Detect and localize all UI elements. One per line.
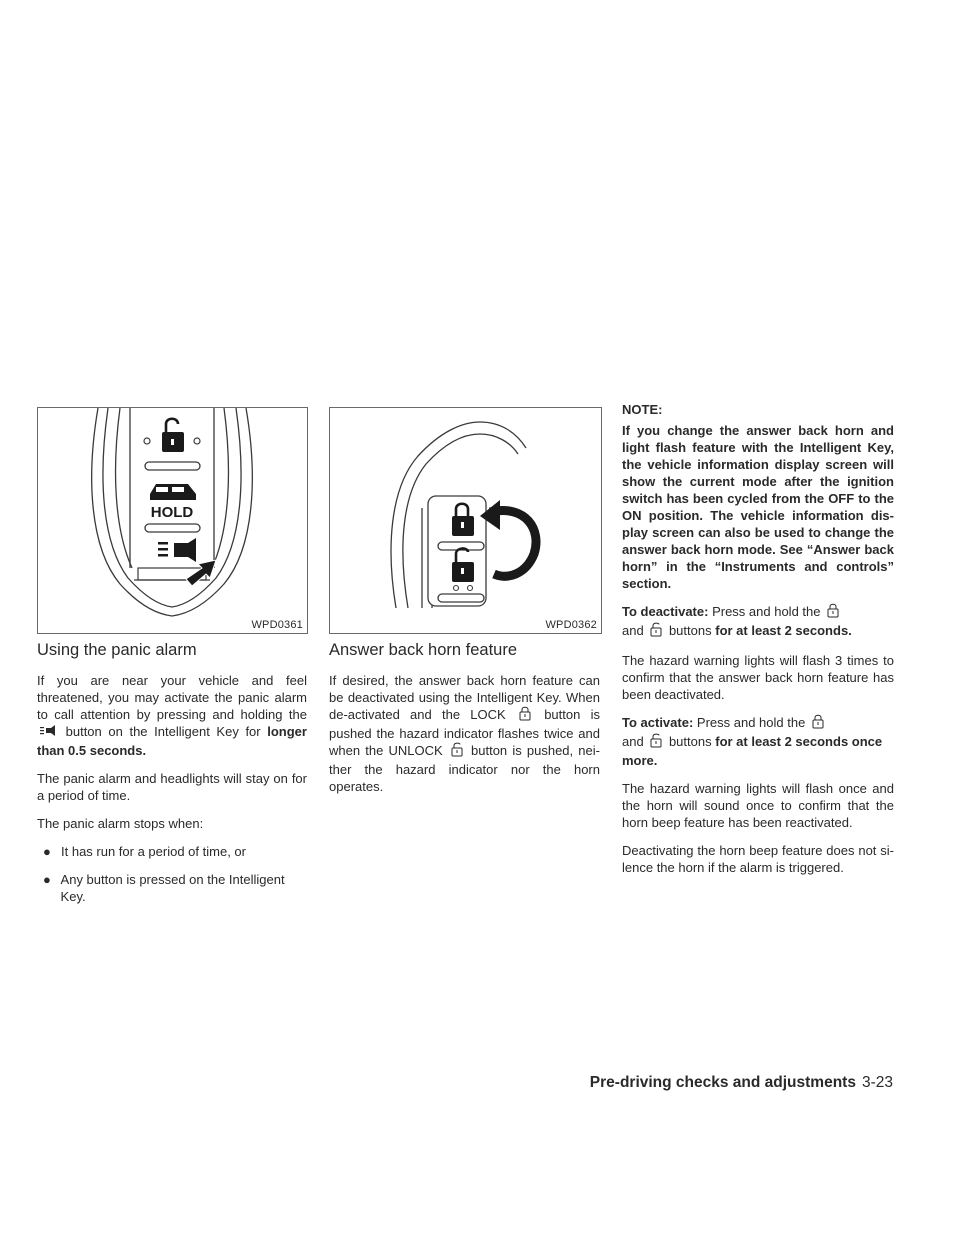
paragraph: The panic alarm and headlights will stay on for a period of time. — [37, 771, 307, 803]
section-heading: Answer back horn feature — [329, 641, 518, 659]
section-heading: Using the panic alarm — [37, 641, 197, 659]
text: It has run for a period of time, or — [61, 844, 246, 859]
paragraph: The hazard warning lights will flash once and the horn will sound once to confirm that the horn beep feature has been reactivated. — [622, 781, 894, 830]
activate-instruction — [622, 714, 894, 769]
paragraph: Deactivating the horn beep feature does not si-lence the horn if the alarm is triggered. — [622, 843, 894, 875]
column-middle — [329, 640, 600, 806]
page-footer — [590, 1074, 893, 1092]
unlock-icon — [451, 742, 463, 761]
note-label: NOTE: — [622, 402, 663, 417]
intelligent-key-lock-illustration — [330, 408, 601, 633]
intelligent-key-illustration — [38, 408, 307, 633]
text: button on the Intelligent Key for — [65, 724, 261, 739]
column-left — [37, 640, 307, 916]
list-item: ● It has run for a period of time, or — [43, 844, 246, 859]
note-text: If you change the answer back horn and light flash feature with the Intelligent Key, the vehicle information display screen will show the current mode after the ignition switch has been cycled from the OFF to the ON position. The vehicle information dis-play screen can also be used to change the answer back horn mode. See “Answer back horn” in the “Instruments and controls” section. — [622, 423, 894, 591]
text: If you are near your vehicle and feel threatened, you may activate the panic alarm to call attention by pressing and holding the — [37, 673, 307, 722]
text: Press and hold the — [712, 604, 821, 619]
list-item: ● Any button is pressed on the Intelligent Key. — [37, 871, 307, 905]
paragraph: The hazard warning lights will flash 3 times to confirm that the answer back horn feature has been deactivated. — [622, 653, 894, 702]
figure-panic-alarm — [37, 407, 308, 634]
lock-icon — [827, 603, 839, 622]
text: button is pushed, nei-ther the hazard indicator nor the horn operates. — [329, 743, 600, 794]
paragraph — [37, 672, 307, 759]
deactivate-instruction — [622, 603, 894, 641]
text: Press and hold the — [696, 715, 806, 730]
figure-answer-back — [329, 407, 602, 634]
figure-code: WPD0361 — [251, 619, 303, 631]
hold-label: HOLD — [150, 504, 194, 521]
lock-icon — [519, 706, 531, 725]
page-number: 3-23 — [861, 1074, 893, 1091]
text: longer than 0.5 seconds. — [37, 724, 307, 758]
text: buttons — [668, 623, 712, 638]
text: buttons — [668, 734, 712, 749]
text: To activate: — [622, 715, 694, 730]
text: and — [622, 623, 644, 638]
panic-alarm-icon — [40, 725, 56, 742]
paragraph: The panic alarm stops when: — [37, 816, 204, 831]
paragraph — [329, 672, 600, 795]
unlock-icon — [650, 733, 662, 752]
chapter-title: Pre-driving checks and adjustments — [589, 1074, 856, 1091]
text: for at least 2 seconds once more. — [622, 734, 883, 768]
text: To deactivate: — [622, 604, 709, 619]
text: for at least 2 seconds. — [715, 623, 852, 638]
text: Any button is pressed on the Intelligent Key. — [60, 872, 285, 904]
lock-icon — [812, 714, 824, 733]
text: If desired, the answer back horn feature can be deactivated using the Intelligent Key. When de-activated and the LOCK — [329, 673, 600, 722]
unlock-icon — [650, 622, 662, 641]
text: and — [622, 734, 644, 749]
figure-code: WPD0362 — [545, 619, 597, 631]
text: button is pushed the hazard indicator flashes twice and when the UNLOCK — [329, 707, 600, 758]
column-right — [622, 401, 894, 887]
